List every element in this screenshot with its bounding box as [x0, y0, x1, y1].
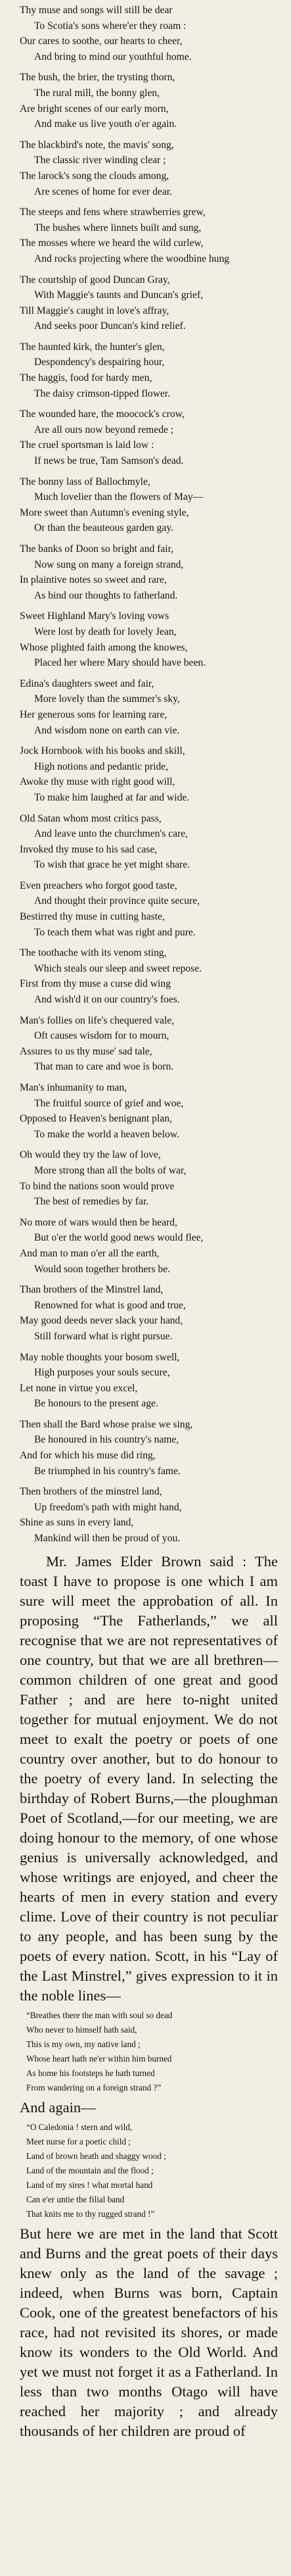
- poem-stanza: [20, 945, 278, 1007]
- poem-stanza: [20, 339, 278, 401]
- poem-line: As bind our thoughts to fatherland.: [34, 589, 178, 601]
- poem-line: More strong than all the bolts of war,: [34, 1164, 187, 1176]
- poem-line: Assures to us thy muse' sad tale,: [20, 1045, 152, 1057]
- poem-line: Her generous sons for learning rare,: [20, 708, 168, 720]
- poem-line: The banks of Doon so bright and fair,: [20, 543, 174, 555]
- poem-line: To make him laughed at far and wide.: [34, 791, 190, 803]
- poem-line: Man's inhumanity to man,: [20, 1082, 127, 1093]
- poem-line: The haggis, food for hardy men,: [20, 372, 152, 384]
- poem-stanza: [20, 474, 278, 536]
- poem-line: Jock Hornbook with his books and skill,: [20, 745, 185, 757]
- poem-line: Are scenes of home for ever dear.: [34, 186, 172, 197]
- quote-line: This is my own, my native land ;: [26, 2039, 141, 2049]
- poem-line: The classic river winding clear ;: [34, 155, 166, 166]
- poem-line: High purposes your souls secure,: [34, 1367, 170, 1379]
- quote-line: That knits me to thy rugged strand !”: [26, 2208, 155, 2219]
- poem-line: Would soon together brothers be.: [34, 1263, 171, 1275]
- poem-stanza: [20, 1282, 278, 1344]
- quote-line: “O Caledonia ! stern and wild,: [26, 2121, 133, 2132]
- poem-line: To teach them what was right and pure.: [34, 926, 196, 938]
- poem-stanza: [20, 1484, 278, 1546]
- poem-line: Old Satan whom most critics pass,: [20, 812, 162, 824]
- poem-line: Our cares to soothe, our hearts to cheer,: [20, 36, 183, 47]
- poem-line: Whose plighted faith among the knowes,: [20, 641, 188, 653]
- poem-line: And seeks poor Duncan's kind relief.: [34, 320, 186, 332]
- poem-stanza: [20, 407, 278, 468]
- poem-stanza: [20, 205, 278, 266]
- poem-line: To bind the nations soon would prove: [20, 1180, 175, 1192]
- poem-line: More sweet than Autumn's evening style,: [20, 507, 189, 518]
- poem-line: And thought their province quite secure,: [34, 895, 200, 907]
- poem-line: May noble thoughts your bosom swell,: [20, 1351, 180, 1363]
- poem-line: May good deeds never slack your hand,: [20, 1315, 183, 1327]
- poem-line: Are all ours now beyond remede ;: [34, 424, 174, 435]
- poem-line: Are bright scenes of our early morn,: [20, 103, 169, 114]
- poem-stanza: [20, 541, 278, 603]
- poem-line: And wish'd it on our country's foes.: [34, 994, 180, 1006]
- poem-line: The larock's song the clouds among,: [20, 170, 169, 182]
- poem-line: And make us live youth o'er again.: [34, 118, 177, 130]
- poem-line: That man to care and woe is born.: [34, 1061, 174, 1073]
- quote-line: Meet nurse for a poetic child ;: [26, 2136, 131, 2146]
- poem-stanza: [20, 3, 278, 64]
- poem-line: And leave unto the churchmen's care,: [34, 828, 189, 840]
- poem-line: Oft causes wisdom for to mourn,: [34, 1030, 169, 1042]
- poem-line: Let none in virtue you excel,: [20, 1382, 138, 1394]
- poem-stanza: [20, 1417, 278, 1479]
- poem-stanza: [20, 70, 278, 132]
- poem-line: The haunted kirk, the hunter's glen,: [20, 341, 165, 353]
- poem-stanza: [20, 1147, 278, 1209]
- poem-line: And wisdom none on earth can vie.: [34, 724, 180, 736]
- poem-line: The courtship of good Duncan Gray,: [20, 274, 170, 285]
- poem-line: Awoke thy muse with right good will,: [20, 776, 175, 788]
- poem-stanza: [20, 608, 278, 670]
- poem-stanza: [20, 1350, 278, 1412]
- poem-line: Than brothers of the Minstrel land,: [20, 1284, 164, 1296]
- poem-line: Be triumphed in his country's fame.: [34, 1465, 181, 1477]
- quote-line: “Breathes there the man with soul so dead: [26, 2010, 173, 2020]
- poem-line: Even preachers who forgot good taste,: [20, 879, 177, 891]
- quote-line: Land of my sires ! what mortal hand: [26, 2179, 153, 2190]
- scott-quote-lay-of-last-minstrel: [20, 2008, 278, 2095]
- quote-line: Land of the mountain and the flood ;: [26, 2165, 154, 2175]
- poem-line: Sweet Highland Mary's loving vows: [20, 610, 169, 622]
- poem-line: The bonny lass of Ballochmyle,: [20, 476, 150, 487]
- quote-line: Land of brown heath and shaggy wood ;: [26, 2150, 166, 2161]
- poem-line: In plaintive notes so sweet and rare,: [20, 574, 167, 586]
- poem-line: Be honoured in his country's name,: [34, 1434, 179, 1446]
- poem-line: And for which his muse did ring,: [20, 1450, 156, 1462]
- poem-line: The steeps and fens where strawberries grew,: [20, 207, 206, 218]
- poem-line: But o'er the world good news would flee,: [34, 1232, 204, 1244]
- poem-line: Renowned for what is good and true,: [34, 1299, 186, 1311]
- poem-stanza: [20, 1080, 278, 1142]
- poem-line: Placed her where Mary should have been.: [34, 657, 206, 669]
- poem-line: The wounded hare, the moocock's crow,: [20, 409, 185, 420]
- scott-quote-caledonia: [20, 2120, 278, 2221]
- poem-line: The bushes where linnets built and sung,: [34, 222, 202, 234]
- poem-line: Invoked thy muse to his sad case,: [20, 843, 158, 855]
- poem-stanza: [20, 676, 278, 738]
- quote-line: From wandering on a foreign strand ?”: [26, 2082, 162, 2093]
- poem-line: Much lovelier than the flowers of May—: [34, 491, 204, 503]
- poem-line: The toothache with its venom sting,: [20, 947, 167, 959]
- poem-line: To wish that grace he yet might share.: [34, 859, 190, 871]
- poem-line: Be honours to the present age.: [34, 1398, 158, 1410]
- poem-stanza: [20, 1013, 278, 1075]
- poem-line: No more of wars would then be heard,: [20, 1216, 177, 1228]
- quote-line: As home his footsteps he hath turned: [26, 2068, 155, 2078]
- poem-line: Up freedom's path with might hand,: [34, 1501, 182, 1513]
- poem-stanza: [20, 1215, 278, 1277]
- poem-line: Which steals our sleep and sweet repose.: [34, 962, 202, 974]
- poem-stanza: [20, 811, 278, 873]
- poem-line: Then shall the Bard whose praise we sing,: [20, 1418, 193, 1430]
- poem-line: Bestirred thy muse in cutting haste,: [20, 911, 165, 923]
- poem-line: Now sung on many a foreign strand,: [34, 558, 184, 570]
- poem-line: The bush, the brier, the trysting thorn,: [20, 72, 175, 84]
- poem-line: Were lost by death for lovely Jean,: [34, 626, 177, 637]
- poem-line: To Scotia's sons where'er they roam :: [34, 20, 187, 32]
- poem-line: The cruel sportsman is laid low :: [20, 439, 154, 451]
- quote-line: Who never to himself hath said,: [26, 2024, 137, 2035]
- poem-line: The rural mill, the bonny glen,: [34, 87, 160, 99]
- poem-line: First from thy muse a curse did wing: [20, 978, 171, 990]
- poem-line: The best of remedies by far.: [34, 1196, 149, 1208]
- poem-line: Opposed to Heaven's benignant plan,: [20, 1113, 172, 1125]
- closing-paragraph: But here we are met in the land that Scott and Burns and the great poets of their days knew only as the land of the savage ; indeed, when Burns was born, Captain Cook, one of the greatest benefactors of his race, had not revisited its shores, or made know its wonders to the Old World. And yet we must not forget it as a Fatherland. In less than two months Otago will have reached her majority ; and already thousands of her children are proud of: [20, 2225, 278, 2439]
- poem: [20, 3, 278, 1547]
- poem-line: Still forward what is right pursue.: [34, 1330, 173, 1342]
- poem-line: If news be true, Tam Samson's dead.: [34, 455, 184, 467]
- poem-line: High notions and pedantic pride,: [34, 760, 168, 772]
- poem-line: The blackbird's note, the mavis' song,: [20, 139, 174, 151]
- poem-stanza: [20, 743, 278, 805]
- poem-stanza: [20, 137, 278, 199]
- poem-line: Despondency's despairing hour,: [34, 357, 165, 368]
- poem-line: More lovely than the summer's sky,: [34, 693, 180, 705]
- poem-line: Till Maggie's caught in love's affray,: [20, 305, 169, 316]
- poem-line: To make the world a heaven below.: [34, 1128, 179, 1140]
- poem-line: With Maggie's taunts and Duncan's grief,: [34, 289, 204, 301]
- poem-line: The mosses where we heard the wild curlew,: [20, 237, 204, 249]
- poem-stanza: [20, 272, 278, 334]
- poem-line: And man to man o'er all the earth,: [20, 1247, 160, 1259]
- and-again-text: And again—: [20, 2098, 96, 2116]
- poem-stanza: [20, 878, 278, 940]
- poem-line: Then brothers of the minstrel land,: [20, 1486, 162, 1498]
- poem-line: Or than the beauteous garden gay.: [34, 522, 174, 534]
- poem-line: Shine as suns in every land,: [20, 1517, 134, 1529]
- poem-line: The daisy crimson-tipped flower.: [34, 387, 170, 399]
- poem-line: And bring to mind our youthful home.: [34, 51, 192, 62]
- poem-line: Thy muse and songs will still be dear: [20, 5, 173, 16]
- poem-line: And rocks projecting where the woodbine hung: [34, 253, 230, 264]
- speech-paragraph: Mr. James Elder Brown said : The toast I have to propose is one which I am sure will meet the approbation of all. In proposing “The Fatherlands,” we all recognise that we are not representatives of one country, but that we are all brethren—common children of one great and good Father ; and are here to-night united together for mutual enjoyment. We do not meet to exalt the poetry or poets of one country over another, but to do honour to the poetry of every land. In selecting the birthday of Robert Burns,—the ploughman Poet of Scotland,—for our meeting, we are doing honour to the memory, of one whose genius is universally acknowledged, and whose writings are enjoyed, and cheer the hearts of men in every station and every clime. Love of their country is not peculiar to any people, and has been sung by the poets of every nation. Scott, in his “Lay of the Last Minstrel,” gives expression to it in the noble lines—: [20, 1552, 278, 2004]
- quote-line: Whose heart hath ne'er within him burned: [26, 2053, 172, 2064]
- poem-line: The fruitful source of grief and woe,: [34, 1097, 184, 1109]
- poem-line: Man's follies on life's chequered vale,: [20, 1014, 175, 1026]
- quote-line: Can e'er untie the filial band: [26, 2194, 125, 2204]
- poem-line: Mankind will then be proud of you.: [34, 1533, 181, 1545]
- poem-line: Edina's daughters sweet and fair,: [20, 678, 154, 689]
- poem-line: Oh would they try the law of love,: [20, 1149, 161, 1161]
